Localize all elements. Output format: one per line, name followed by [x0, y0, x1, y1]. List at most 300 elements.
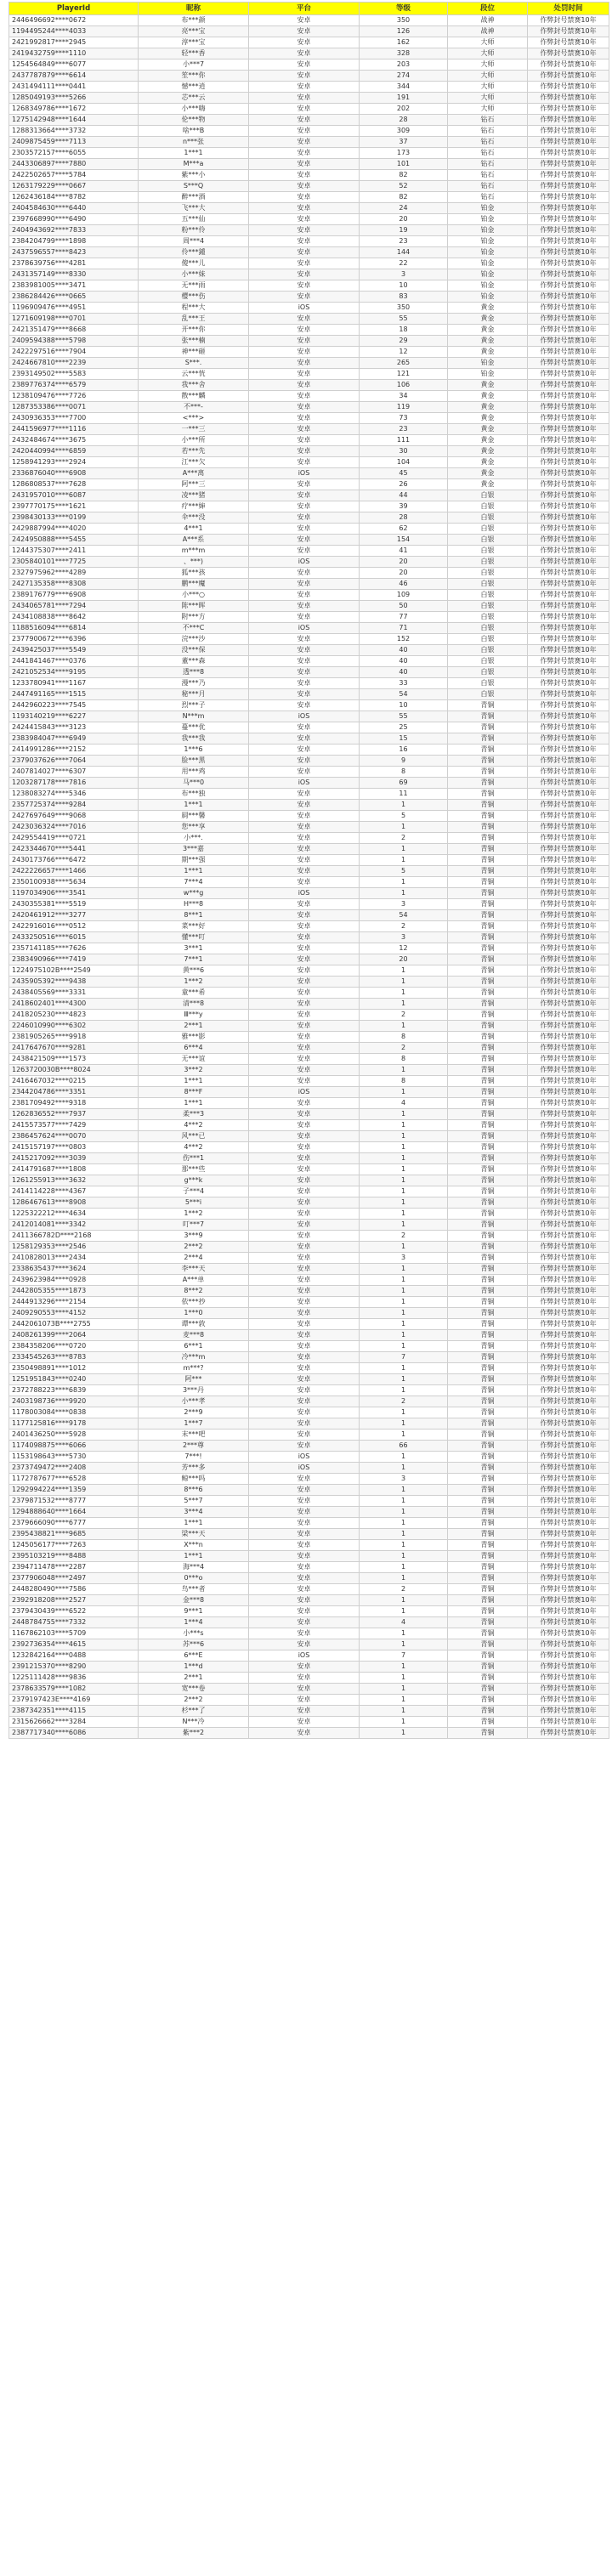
table-row — [9, 1131, 609, 1142]
cell-nickname: 1***1 — [139, 1098, 249, 1109]
cell-platform: 安卓 — [249, 744, 360, 756]
table-row — [9, 1021, 609, 1032]
cell-platform: 安卓 — [249, 1175, 360, 1186]
cell-action: 作弊封号禁赛10年 — [528, 1065, 609, 1076]
cell-nickname: 8***F — [139, 1087, 249, 1098]
cell-tier: 青铜 — [448, 1441, 528, 1452]
cell-action: 作弊封号禁赛10年 — [528, 921, 609, 932]
cell-platform: 安卓 — [249, 1352, 360, 1363]
cell-platform: 安卓 — [249, 1164, 360, 1175]
cell-action: 作弊封号禁赛10年 — [528, 1010, 609, 1021]
cell-player-id: 2447491165****1515 — [9, 689, 139, 700]
cell-action: 作弊封号禁赛10年 — [528, 490, 609, 501]
cell-tier: 青铜 — [448, 988, 528, 999]
cell-rank: 1 — [360, 1706, 448, 1717]
cell-action: 作弊封号禁赛10年 — [528, 37, 609, 48]
cell-rank: 28 — [360, 115, 448, 126]
cell-platform: 安卓 — [249, 1418, 360, 1430]
cell-platform: 安卓 — [249, 490, 360, 501]
cell-rank: 274 — [360, 71, 448, 82]
cell-rank: 1 — [360, 999, 448, 1010]
cell-rank: 8 — [360, 1032, 448, 1043]
table-row — [9, 1430, 609, 1441]
cell-tier: 青铜 — [448, 943, 528, 954]
cell-action: 作弊封号禁赛10年 — [528, 1407, 609, 1418]
cell-tier: 白银 — [448, 645, 528, 656]
cell-tier: 钻石 — [448, 170, 528, 181]
table-row — [9, 899, 609, 910]
cell-nickname: 梁***天 — [139, 1529, 249, 1540]
cell-nickname: 淳***宝 — [139, 37, 249, 48]
table-row — [9, 280, 609, 292]
cell-platform: 安卓 — [249, 446, 360, 457]
cell-rank: 328 — [360, 48, 448, 59]
cell-tier: 青铜 — [448, 1639, 528, 1650]
cell-platform: 安卓 — [249, 877, 360, 888]
cell-rank: 1 — [360, 1728, 448, 1739]
cell-tier: 青铜 — [448, 1120, 528, 1131]
cell-nickname: 6***1 — [139, 1341, 249, 1352]
cell-player-id: 1254564849****6077 — [9, 59, 139, 71]
cell-player-id: 2434065781****7294 — [9, 601, 139, 612]
cell-action: 作弊封号禁赛10年 — [528, 236, 609, 247]
cell-platform: 安卓 — [249, 756, 360, 767]
cell-rank: 3 — [360, 269, 448, 280]
cell-nickname: 云***恍 — [139, 369, 249, 380]
table-row — [9, 634, 609, 645]
cell-tier: 青铜 — [448, 789, 528, 800]
cell-platform: 安卓 — [249, 1341, 360, 1352]
cell-nickname: H***8 — [139, 899, 249, 910]
penalty-table — [8, 2, 609, 1739]
cell-platform: 安卓 — [249, 1109, 360, 1120]
cell-rank: 1 — [360, 1297, 448, 1308]
cell-rank: 1 — [360, 1452, 448, 1463]
cell-rank: 22 — [360, 258, 448, 269]
cell-action: 作弊封号禁赛10年 — [528, 104, 609, 115]
cell-rank: 73 — [360, 413, 448, 424]
cell-rank: 1 — [360, 1551, 448, 1562]
cell-rank: 4 — [360, 1098, 448, 1109]
cell-tier: 青铜 — [448, 921, 528, 932]
table-row — [9, 137, 609, 148]
cell-rank: 350 — [360, 15, 448, 26]
table-row — [9, 181, 609, 192]
cell-player-id: 2392918208****2527 — [9, 1595, 139, 1606]
cell-tier: 大师 — [448, 48, 528, 59]
table-row — [9, 800, 609, 811]
cell-player-id: 2441596977****1116 — [9, 424, 139, 435]
cell-tier: 青铜 — [448, 1396, 528, 1407]
table-row — [9, 236, 609, 247]
cell-nickname: 3***9 — [139, 1231, 249, 1242]
cell-player-id: 2414791687****1808 — [9, 1164, 139, 1175]
cell-platform: 安卓 — [249, 435, 360, 446]
cell-rank: 104 — [360, 457, 448, 468]
cell-tier: 黄金 — [448, 424, 528, 435]
cell-tier: 白银 — [448, 590, 528, 601]
cell-platform: 安卓 — [249, 115, 360, 126]
cell-tier: 铂金 — [448, 369, 528, 380]
cell-nickname: 1***1 — [139, 800, 249, 811]
cell-tier: 青铜 — [448, 1275, 528, 1286]
table-row — [9, 1319, 609, 1330]
cell-action: 作弊封号禁赛10年 — [528, 1197, 609, 1209]
cell-action: 作弊封号禁赛10年 — [528, 148, 609, 159]
header-nickname: 昵称 — [139, 3, 249, 15]
cell-platform: 安卓 — [249, 855, 360, 866]
cell-nickname: 伶***鍾 — [139, 247, 249, 258]
cell-platform: 安卓 — [249, 733, 360, 744]
cell-tier: 青铜 — [448, 756, 528, 767]
cell-tier: 钻石 — [448, 181, 528, 192]
cell-nickname: 布***独 — [139, 789, 249, 800]
cell-tier: 青铜 — [448, 1529, 528, 1540]
cell-player-id: 2448784755****7332 — [9, 1617, 139, 1628]
table-row — [9, 71, 609, 82]
cell-action: 作弊封号禁赛10年 — [528, 48, 609, 59]
table-row — [9, 159, 609, 170]
cell-rank: 8 — [360, 1076, 448, 1087]
cell-nickname: M***a — [139, 159, 249, 170]
table-row — [9, 1385, 609, 1396]
cell-nickname: 6***E — [139, 1650, 249, 1662]
cell-nickname: 8***1 — [139, 910, 249, 921]
cell-player-id: 1244375307****2411 — [9, 546, 139, 557]
cell-action: 作弊封号禁赛10年 — [528, 1639, 609, 1650]
cell-rank: 2 — [360, 1043, 448, 1054]
cell-action: 作弊封号禁赛10年 — [528, 1617, 609, 1628]
cell-nickname: 我***我 — [139, 733, 249, 744]
cell-action: 作弊封号禁赛10年 — [528, 634, 609, 645]
cell-platform: 安卓 — [249, 314, 360, 325]
table-row — [9, 1374, 609, 1385]
cell-nickname: 子***4 — [139, 1186, 249, 1197]
cell-rank: 40 — [360, 645, 448, 656]
cell-nickname: 柔***3 — [139, 1109, 249, 1120]
cell-action: 作弊封号禁赛10年 — [528, 1595, 609, 1606]
cell-action: 作弊封号禁赛10年 — [528, 1485, 609, 1496]
cell-action: 作弊封号禁赛10年 — [528, 678, 609, 689]
cell-tier: 青铜 — [448, 1650, 528, 1662]
table-row — [9, 756, 609, 767]
cell-action: 作弊封号禁赛10年 — [528, 1650, 609, 1662]
table-row — [9, 778, 609, 789]
table-row — [9, 1264, 609, 1275]
cell-player-id: 1167862103****5709 — [9, 1628, 139, 1639]
cell-player-id: 2386457624****0070 — [9, 1131, 139, 1142]
cell-rank: 30 — [360, 446, 448, 457]
cell-rank: 1 — [360, 1639, 448, 1650]
cell-platform: 安卓 — [249, 1264, 360, 1275]
header-action: 处罚时间 — [528, 3, 609, 15]
cell-action: 作弊封号禁赛10年 — [528, 1584, 609, 1595]
cell-rank: 1 — [360, 1109, 448, 1120]
table-row — [9, 711, 609, 722]
cell-rank: 1 — [360, 1407, 448, 1418]
table-row — [9, 811, 609, 822]
cell-nickname: 我***舍 — [139, 380, 249, 391]
cell-player-id: 1294888640****1664 — [9, 1507, 139, 1518]
cell-player-id: 2429554419****0721 — [9, 833, 139, 844]
cell-player-id: 2418205230****4823 — [9, 1010, 139, 1021]
cell-action: 作弊封号禁赛10年 — [528, 1186, 609, 1197]
cell-nickname: 雅***影 — [139, 1032, 249, 1043]
cell-nickname: X***n — [139, 1540, 249, 1551]
table-row — [9, 1551, 609, 1562]
cell-nickname: 1***1 — [139, 1551, 249, 1562]
cell-tier: 青铜 — [448, 954, 528, 965]
cell-platform: 安卓 — [249, 689, 360, 700]
table-row — [9, 1286, 609, 1297]
cell-rank: 1 — [360, 1242, 448, 1253]
table-row — [9, 954, 609, 965]
cell-platform: 安卓 — [249, 292, 360, 303]
cell-nickname: 小***7 — [139, 59, 249, 71]
cell-platform: 安卓 — [249, 678, 360, 689]
cell-player-id: 2378639756****4281 — [9, 258, 139, 269]
cell-action: 作弊封号禁赛10年 — [528, 1120, 609, 1131]
table-row — [9, 1606, 609, 1617]
cell-nickname: 醉***酒 — [139, 192, 249, 203]
cell-platform: 安卓 — [249, 1131, 360, 1142]
cell-action: 作弊封号禁赛10年 — [528, 977, 609, 988]
cell-player-id: 2431494111****0441 — [9, 82, 139, 93]
cell-action: 作弊封号禁赛10年 — [528, 347, 609, 358]
cell-nickname: 布***颜 — [139, 15, 249, 26]
cell-platform: iOS — [249, 711, 360, 722]
table-row — [9, 501, 609, 512]
cell-player-id: 2412014081****3342 — [9, 1220, 139, 1231]
cell-rank: 1 — [360, 1529, 448, 1540]
cell-rank: 1 — [360, 1153, 448, 1164]
cell-rank: 10 — [360, 280, 448, 292]
table-row — [9, 314, 609, 325]
cell-rank: 3 — [360, 1253, 448, 1264]
cell-tier: 青铜 — [448, 1463, 528, 1474]
cell-rank: 24 — [360, 203, 448, 214]
cell-rank: 55 — [360, 711, 448, 722]
table-row — [9, 744, 609, 756]
cell-platform: 安卓 — [249, 1330, 360, 1341]
cell-platform: 安卓 — [249, 1153, 360, 1164]
cell-rank: 15 — [360, 733, 448, 744]
table-row — [9, 877, 609, 888]
cell-tier: 青铜 — [448, 1330, 528, 1341]
cell-platform: 安卓 — [249, 1231, 360, 1242]
cell-rank: 45 — [360, 468, 448, 479]
cell-tier: 青铜 — [448, 1065, 528, 1076]
cell-nickname: 屙***馨 — [139, 811, 249, 822]
cell-action: 作弊封号禁赛10年 — [528, 137, 609, 148]
cell-player-id: 2420461912****3277 — [9, 910, 139, 921]
cell-platform: 安卓 — [249, 280, 360, 292]
cell-action: 作弊封号禁赛10年 — [528, 910, 609, 921]
cell-player-id: 1188516094****6814 — [9, 623, 139, 634]
cell-rank: 344 — [360, 82, 448, 93]
cell-rank: 1 — [360, 988, 448, 999]
cell-player-id: 2409875459****7113 — [9, 137, 139, 148]
cell-action: 作弊封号禁赛10年 — [528, 999, 609, 1010]
cell-player-id: 2424415843****3123 — [9, 722, 139, 733]
cell-tier: 青铜 — [448, 1352, 528, 1363]
cell-player-id: 1177125816****9178 — [9, 1418, 139, 1430]
cell-rank: 1 — [360, 1507, 448, 1518]
cell-nickname: 3***2 — [139, 1065, 249, 1076]
cell-tier: 青铜 — [448, 932, 528, 943]
cell-player-id: 1224975102B****2549 — [9, 965, 139, 977]
cell-action: 作弊封号禁赛10年 — [528, 1054, 609, 1065]
table-row — [9, 546, 609, 557]
cell-action: 作弊封号禁赛10年 — [528, 192, 609, 203]
table-row — [9, 689, 609, 700]
cell-nickname: 周***4 — [139, 236, 249, 247]
cell-tier: 青铜 — [448, 1010, 528, 1021]
cell-player-id: 2431357149****8330 — [9, 269, 139, 280]
cell-player-id: 2430355381****5519 — [9, 899, 139, 910]
cell-nickname: 狐***孩 — [139, 568, 249, 579]
cell-player-id: 1262836552****7937 — [9, 1109, 139, 1120]
cell-action: 作弊封号禁赛10年 — [528, 26, 609, 37]
cell-platform: iOS — [249, 557, 360, 568]
cell-nickname: 小***妹 — [139, 269, 249, 280]
cell-action: 作弊封号禁赛10年 — [528, 457, 609, 468]
penalty-table-container — [8, 2, 609, 1739]
cell-tier: 青铜 — [448, 1264, 528, 1275]
cell-nickname: 3***丹 — [139, 1385, 249, 1396]
cell-action: 作弊封号禁赛10年 — [528, 71, 609, 82]
cell-player-id: 1288313664****3732 — [9, 126, 139, 137]
cell-rank: 144 — [360, 247, 448, 258]
cell-tier: 大师 — [448, 82, 528, 93]
cell-platform: 安卓 — [249, 999, 360, 1010]
cell-tier: 白银 — [448, 501, 528, 512]
cell-tier: 青铜 — [448, 1562, 528, 1573]
cell-tier: 青铜 — [448, 1452, 528, 1463]
cell-rank: 1 — [360, 844, 448, 855]
cell-action: 作弊封号禁赛10年 — [528, 844, 609, 855]
cell-rank: 34 — [360, 391, 448, 402]
cell-tier: 大师 — [448, 104, 528, 115]
table-row — [9, 1418, 609, 1430]
cell-platform: 安卓 — [249, 1639, 360, 1650]
cell-player-id: 2427697649****9068 — [9, 811, 139, 822]
cell-nickname: 菜***好 — [139, 921, 249, 932]
cell-action: 作弊封号禁赛10年 — [528, 645, 609, 656]
cell-rank: 119 — [360, 402, 448, 413]
cell-tier: 青铜 — [448, 1142, 528, 1153]
cell-rank: 1 — [360, 1286, 448, 1297]
cell-nickname: 张***楠 — [139, 336, 249, 347]
cell-player-id: 2401436250****5928 — [9, 1430, 139, 1441]
cell-player-id: 1292994224****1359 — [9, 1485, 139, 1496]
cell-nickname: 憾***逍 — [139, 82, 249, 93]
cell-tier: 青铜 — [448, 844, 528, 855]
cell-action: 作弊封号禁赛10年 — [528, 424, 609, 435]
cell-action: 作弊封号禁赛10年 — [528, 1628, 609, 1639]
cell-player-id: 2410828013****2434 — [9, 1253, 139, 1264]
cell-rank: 1 — [360, 1319, 448, 1330]
cell-action: 作弊封号禁赛10年 — [528, 1562, 609, 1573]
cell-player-id: 2422916016****0512 — [9, 921, 139, 932]
cell-action: 作弊封号禁赛10年 — [528, 1518, 609, 1529]
cell-rank: 154 — [360, 535, 448, 546]
table-row — [9, 1054, 609, 1065]
cell-player-id: 2395438821****9685 — [9, 1529, 139, 1540]
cell-action: 作弊封号禁赛10年 — [528, 1396, 609, 1407]
cell-nickname: m***m — [139, 546, 249, 557]
cell-action: 作弊封号禁赛10年 — [528, 1452, 609, 1463]
cell-player-id: 2327975962****4289 — [9, 568, 139, 579]
cell-tier: 青铜 — [448, 1297, 528, 1308]
cell-platform: 安卓 — [249, 104, 360, 115]
table-row — [9, 656, 609, 667]
cell-tier: 白银 — [448, 667, 528, 678]
cell-rank: 82 — [360, 170, 448, 181]
cell-tier: 白银 — [448, 678, 528, 689]
cell-nickname: 小***嗨 — [139, 104, 249, 115]
cell-platform: 安卓 — [249, 214, 360, 225]
table-row — [9, 1540, 609, 1551]
table-row — [9, 1164, 609, 1175]
table-row — [9, 1728, 609, 1739]
cell-tier: 青铜 — [448, 1662, 528, 1673]
cell-action: 作弊封号禁赛10年 — [528, 623, 609, 634]
cell-rank: 46 — [360, 579, 448, 590]
cell-nickname: 紫***2 — [139, 1728, 249, 1739]
cell-player-id: 2431957010****6087 — [9, 490, 139, 501]
cell-player-id: 1225111428****9836 — [9, 1673, 139, 1684]
cell-nickname: 4***2 — [139, 1120, 249, 1131]
cell-platform: 安卓 — [249, 1120, 360, 1131]
cell-nickname: <***> — [139, 413, 249, 424]
cell-platform: 安卓 — [249, 391, 360, 402]
cell-action: 作弊封号禁赛10年 — [528, 1695, 609, 1706]
cell-player-id: 2422297516****7904 — [9, 347, 139, 358]
cell-nickname: 李***天 — [139, 1264, 249, 1275]
cell-player-id: 2315626662****3284 — [9, 1717, 139, 1728]
cell-player-id: 2414991286****2152 — [9, 744, 139, 756]
cell-nickname: 伞***没 — [139, 512, 249, 524]
cell-nickname: 无***雨 — [139, 280, 249, 292]
table-row — [9, 1584, 609, 1595]
table-row — [9, 943, 609, 954]
table-row — [9, 1496, 609, 1507]
table-row — [9, 1220, 609, 1231]
cell-nickname: 1***d — [139, 1662, 249, 1673]
cell-player-id: 1233780941****1167 — [9, 678, 139, 689]
cell-player-id: 2435905392****9438 — [9, 977, 139, 988]
cell-platform: 安卓 — [249, 413, 360, 424]
header-tier: 段位 — [448, 3, 528, 15]
cell-platform: 安卓 — [249, 943, 360, 954]
cell-action: 作弊封号禁赛10年 — [528, 1385, 609, 1396]
cell-rank: 1 — [360, 1673, 448, 1684]
cell-platform: 安卓 — [249, 424, 360, 435]
cell-rank: 152 — [360, 634, 448, 645]
cell-player-id: 2427135358****8308 — [9, 579, 139, 590]
cell-platform: 安卓 — [249, 667, 360, 678]
cell-player-id: 2437787879****6614 — [9, 71, 139, 82]
cell-rank: 69 — [360, 778, 448, 789]
table-row — [9, 1087, 609, 1098]
table-row — [9, 1341, 609, 1352]
cell-rank: 1 — [360, 1341, 448, 1352]
cell-action: 作弊封号禁赛10年 — [528, 700, 609, 711]
cell-tier: 白银 — [448, 612, 528, 623]
cell-player-id: 2381905265****9918 — [9, 1032, 139, 1043]
cell-tier: 青铜 — [448, 1109, 528, 1120]
